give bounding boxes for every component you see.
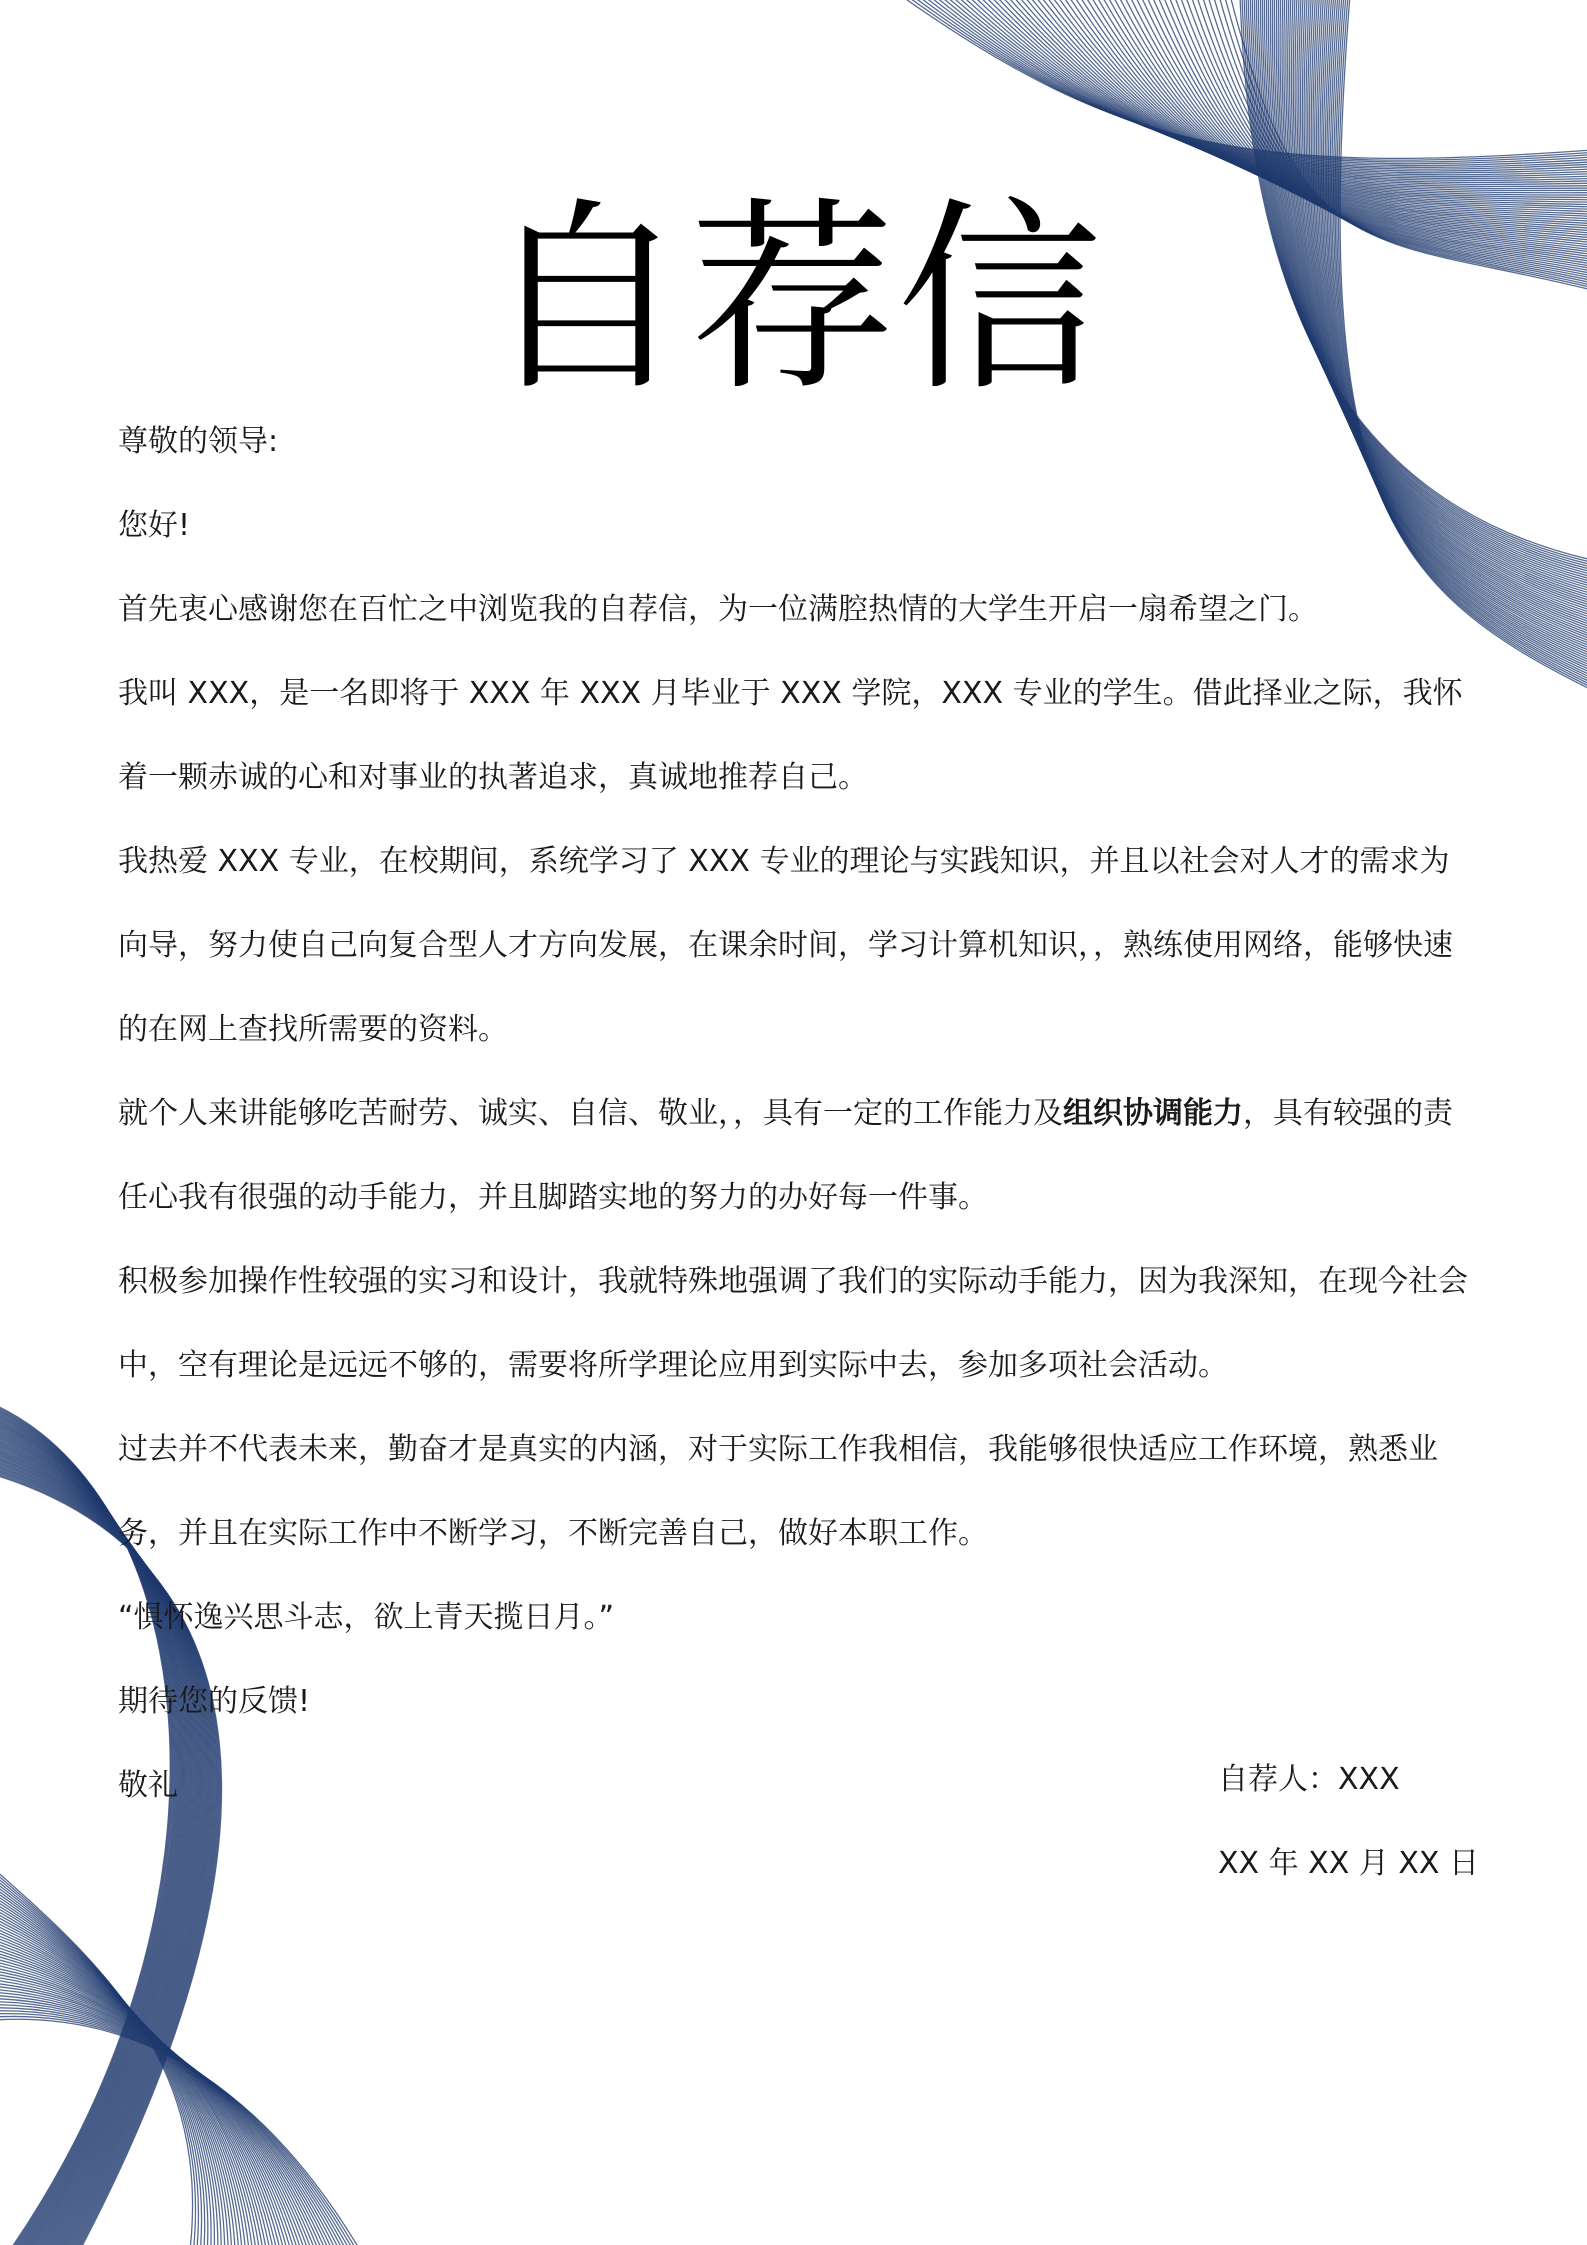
regards: 敬礼 (118, 1768, 178, 1803)
greeting: 您好! (118, 508, 191, 543)
letter-body (118, 400, 1478, 1828)
signature-block (1218, 1738, 1479, 1906)
paragraph-practice: 积极参加操作性较强的实习和设计，我就特殊地强调了我们的实际动手能力，因为我深知，在现今社会中，空有理论是远远不够的，需要将所学理论应用到实际中去，参加多项社会活动。 (118, 1264, 1468, 1383)
paragraph-personal-qualities (118, 1072, 1478, 1240)
signature-date: XX 年 XX 月 XX 日 (1218, 1846, 1479, 1881)
paragraph-introduction: 我叫 XXX，是一名即将于 XXX 年 XXX 月毕业于 XXX 学院，XXX 专业的学生。借此择业之际，我怀着一颗赤诚的心和对事业的执著追求，真诚地推荐自己。 (118, 676, 1463, 795)
closing: 期待您的反馈! (118, 1684, 311, 1719)
signature-name: 自荐人：XXX (1218, 1762, 1400, 1797)
page-title: 自荐信 (483, 181, 1104, 419)
quote: “惧怀逸兴思斗志，欲上青天揽日月。” (118, 1600, 615, 1635)
qualities-text-start: 就个人来讲能够吃苦耐劳、诚实、自信、敬业，，具有一定的工作能力及 (118, 1096, 1063, 1131)
paragraph-future: 过去并不代表未来，勤奋才是真实的内涵，对于实际工作我相信，我能够很快适应工作环境，熟悉业务，并且在实际工作中不断学习，不断完善自己，做好本职工作。 (118, 1432, 1438, 1551)
salutation: 尊敬的领导: (118, 424, 279, 459)
qualities-text-bold: 组织协调能力 (1063, 1096, 1243, 1131)
paragraph-major: 我热爱 XXX 专业，在校期间，系统学习了 XXX 专业的理论与实践知识，并且以社会对人才的需求为向导，努力使自己向复合型人才方向发展，在课余时间，学习计算机知识，，熟练使用网络，能够快速的在网上查找所需要的资料。 (118, 844, 1453, 1047)
paragraph-thanks: 首先衷心感谢您在百忙之中浏览我的自荐信，为一位满腔热情的大学生开启一扇希望之门。 (118, 592, 1318, 627)
qualities-text-end: ，具有较强的责任心我有很强的动手能力，并且脚踏实地的努力的办好每一件事。 (118, 1096, 1453, 1215)
